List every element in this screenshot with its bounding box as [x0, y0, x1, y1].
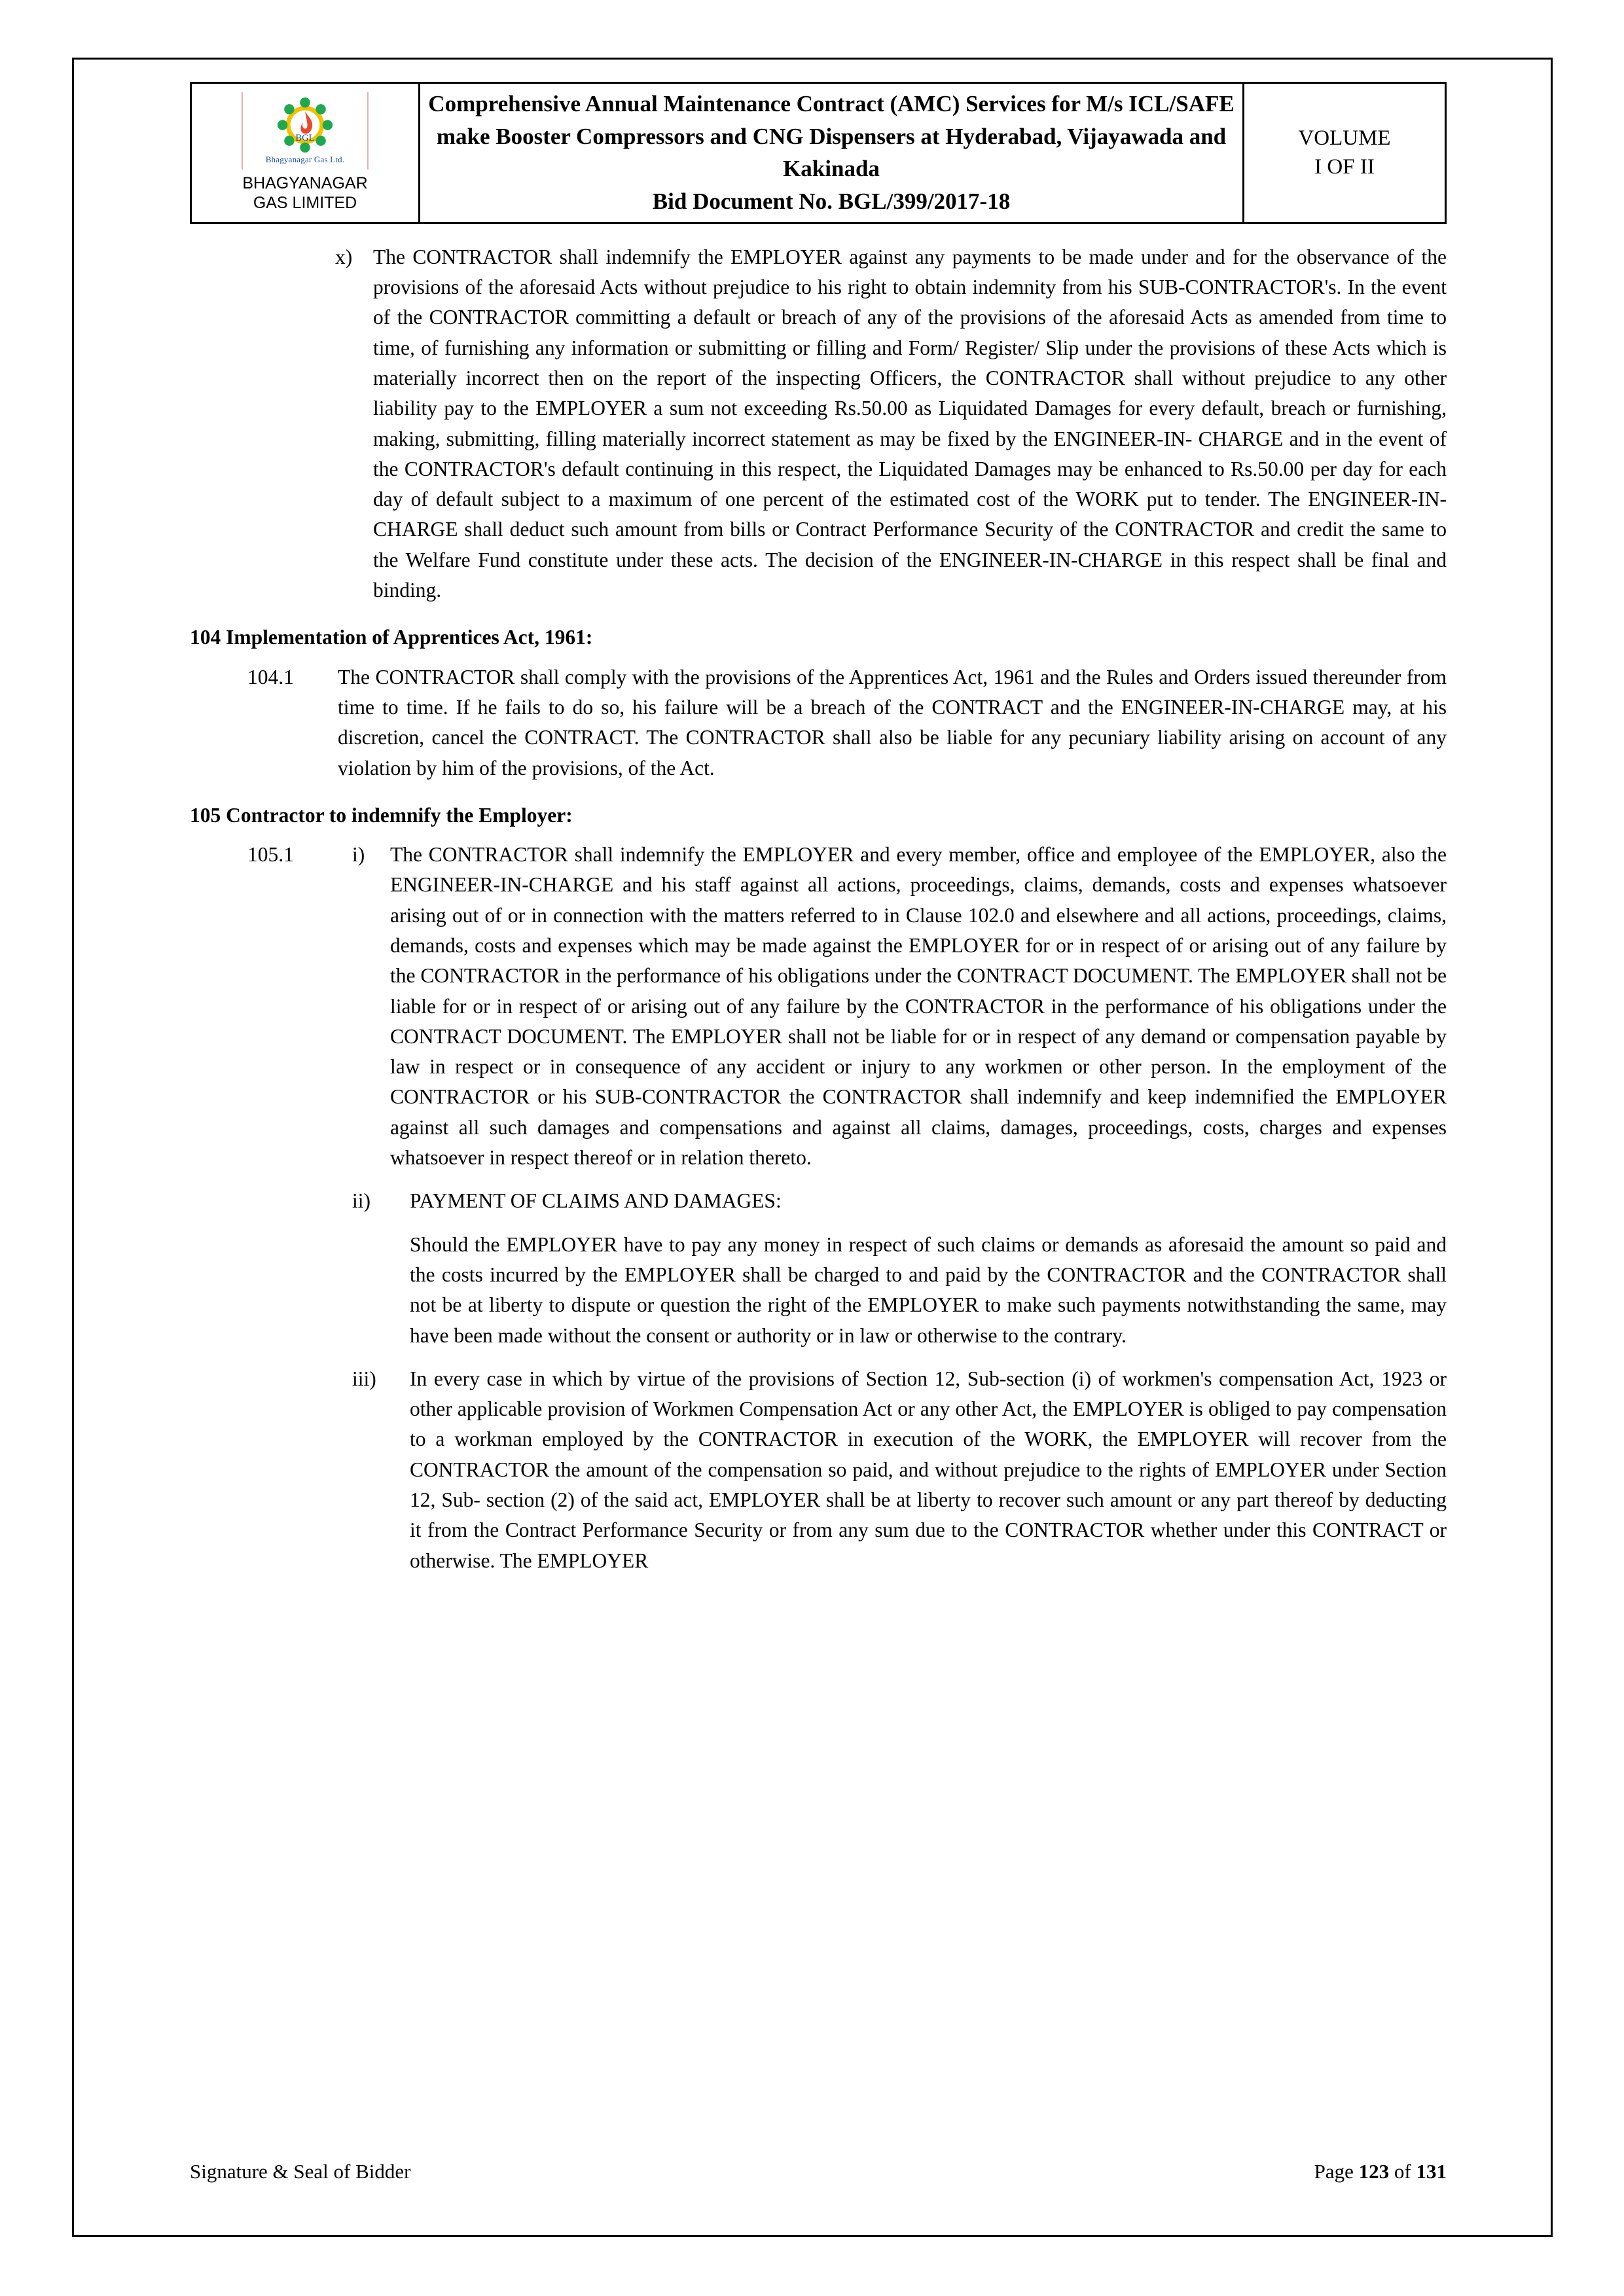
company-name	[242, 173, 367, 213]
document-body	[190, 242, 1447, 1576]
clause-104-1	[190, 662, 1447, 783]
footer-signature-label: Signature & Seal of Bidder	[190, 2160, 411, 2183]
document-header-table	[190, 82, 1447, 224]
clause-104-1-marker: 104.1	[247, 665, 294, 689]
clause-x	[190, 242, 1447, 606]
clause-ii-title-row	[190, 1186, 1447, 1216]
heading-105: 105 Contractor to indemnify the Employer:	[190, 803, 573, 827]
bid-document-number: Bid Document No. BGL/399/2017-18	[652, 188, 1011, 215]
clause-ii-marker: ii)	[352, 1189, 370, 1213]
clause-ii-title: PAYMENT OF CLAIMS AND DAMAGES:	[410, 1189, 782, 1213]
page-content	[190, 82, 1447, 1589]
document-title: Comprehensive Annual Maintenance Contract (AMC) Services for M/s ICL/SAFE make Booster Compressors and CNG Dispensers at Hyderabad, Vijayawada and Kakinada	[428, 91, 1235, 182]
clause-105-1-roman-marker: i)	[352, 843, 365, 867]
footer-page-total: 131	[1416, 2160, 1447, 2183]
page-footer	[190, 2160, 1447, 2183]
clause-105-1	[190, 840, 1447, 1173]
clause-iii-text: In every case in which by virtue of the provisions of Section 12, Sub-section (i) of workmen's compensation Act, 1923 or other applicable provision of Workmen Compensation Act or any other Act, the EMPLOYER is obliged to pay compensation to a workman employed by the CONTRACTOR in execution of the WORK, the EMPLOYER will recover from the CONTRACTOR the amount of the compensation so paid, and without prejudice to the rights of EMPLOYER under Section 12, Sub- section (2) of the said act, EMPLOYER shall be at liberty to recover such amount or any part thereof by deducting it from the Contract Performance Security or from any sum due to the CONTRACTOR whether under this CONTRACT or otherwise. The EMPLOYER	[410, 1367, 1447, 1572]
footer-page-of: of	[1389, 2160, 1416, 2183]
footer-page-prefix: Page	[1314, 2160, 1359, 2183]
company-name-line2: GAS LIMITED	[253, 194, 357, 213]
company-logo	[242, 92, 369, 170]
bgl-flame-logo-icon	[277, 97, 333, 153]
clause-iii	[190, 1364, 1447, 1576]
clause-x-marker: x)	[335, 245, 353, 268]
clause-105-1-text: The CONTRACTOR shall indemnify the EMPLOYER and every member, office and employee of the EMPLOYER, also the ENGINEER-IN-CHARGE and his staff against all actions, proceedings, claims, demands, costs and expenses whatsoever arising out of or in connection with the matters referred to in Clause 102.0 and elsewhere and all actions, proceedings, claims, demands, costs and expenses which may be made against the EMPLOYER for or in respect of or arising out of any failure by the CONTRACTOR in the performance of his obligations under the CONTRACT DOCUMENT. The EMPLOYER shall not be liable for or in respect of or arising out of any failure by the CONTRACTOR in the performance of his obligations under the CONTRACT DOCUMENT. The EMPLOYER shall not be liable for or in respect of any demand or compensation payable by law in respect or in consequence of any accident or injury to any workmen or other person. In the employment of the CONTRACTOR or his SUB-CONTRACTOR the CONTRACTOR shall indemnify and keep indemnified the EMPLOYER against all such damages and compensations and against all claims, damages, proceedings, costs, charges and expenses whatsoever in respect thereof or in relation thereto.	[390, 843, 1447, 1170]
company-name-line1: BHAGYANAGAR	[242, 173, 368, 192]
clause-ii-text: Should the EMPLOYER have to pay any money in respect of such claims or demands as aforesaid the amount so paid and the costs incurred by the EMPLOYER shall be charged to and paid by the CONTRACTOR and the CONTRACTOR shall not be at liberty to dispute or question the right of the EMPLOYER to make such payments notwithstanding the same, may have been made without the consent or authority or in law or otherwise to the contrary.	[410, 1232, 1447, 1347]
clause-x-text: The CONTRACTOR shall indemnify the EMPLOYER against any payments to be made under and for the observance of the provisions of the aforesaid Acts without prejudice to his right to obtain indemnity from his SUB-CONTRACTOR's. In the event of the CONTRACTOR committing a default or breach of any of the provisions of the aforesaid Acts as amended from time to time, of furnishing any information or submitting or filling and Form/ Register/ Slip under the provisions of these Acts which is materially incorrect then on the report of the inspecting Officers, the CONTRACTOR shall without prejudice to any other liability pay to the EMPLOYER a sum not exceeding Rs.50.00 as Liquidated Damages for every default, breach or furnishing, making, submitting, filling materially incorrect statement as may be fixed by the ENGINEER-IN- CHARGE and in the event of the CONTRACTOR's default continuing in this respect, the Liquidated Damages may be enhanced to Rs.50.00 per day for each day of default subject to a maximum of one percent of the estimated cost of the WORK put to tender. The ENGINEER-IN-CHARGE shall deduct such amount from bills or Contract Performance Security of the CONTRACTOR and credit the same to the Welfare Fund constitute under these acts. The decision of the ENGINEER-IN-CHARGE in this respect shall be final and binding.	[373, 245, 1447, 602]
heading-104: 104 Implementation of Apprentices Act, 1961:	[190, 626, 593, 649]
volume-line2: I OF II	[1314, 155, 1375, 179]
clause-105-1-marker: 105.1	[247, 843, 294, 867]
logo-caption: Bhagyanagar Gas Ltd.	[265, 154, 345, 164]
clause-iii-marker: iii)	[352, 1367, 376, 1390]
footer-page-indicator	[1314, 2160, 1447, 2183]
footer-page-number: 123	[1358, 2160, 1390, 2183]
clause-104-1-text: The CONTRACTOR shall comply with the provisions of the Apprentices Act, 1961 and the Rules and Orders issued thereunder from time to time. If he fails to do so, his failure will be a breach of the CONTRACT and the ENGINEER-IN-CHARGE may, at his discretion, cancel the CONTRACT. The CONTRACTOR shall also be liable for any pecuniary liability arising on account of any violation by him of the provisions, of the Act.	[338, 665, 1447, 780]
logo-mark-text: BGL	[295, 132, 315, 143]
header-logo-cell	[191, 83, 420, 223]
header-title-cell	[420, 83, 1244, 223]
header-volume-cell	[1244, 83, 1446, 223]
volume-line1: VOLUME	[1298, 126, 1391, 150]
